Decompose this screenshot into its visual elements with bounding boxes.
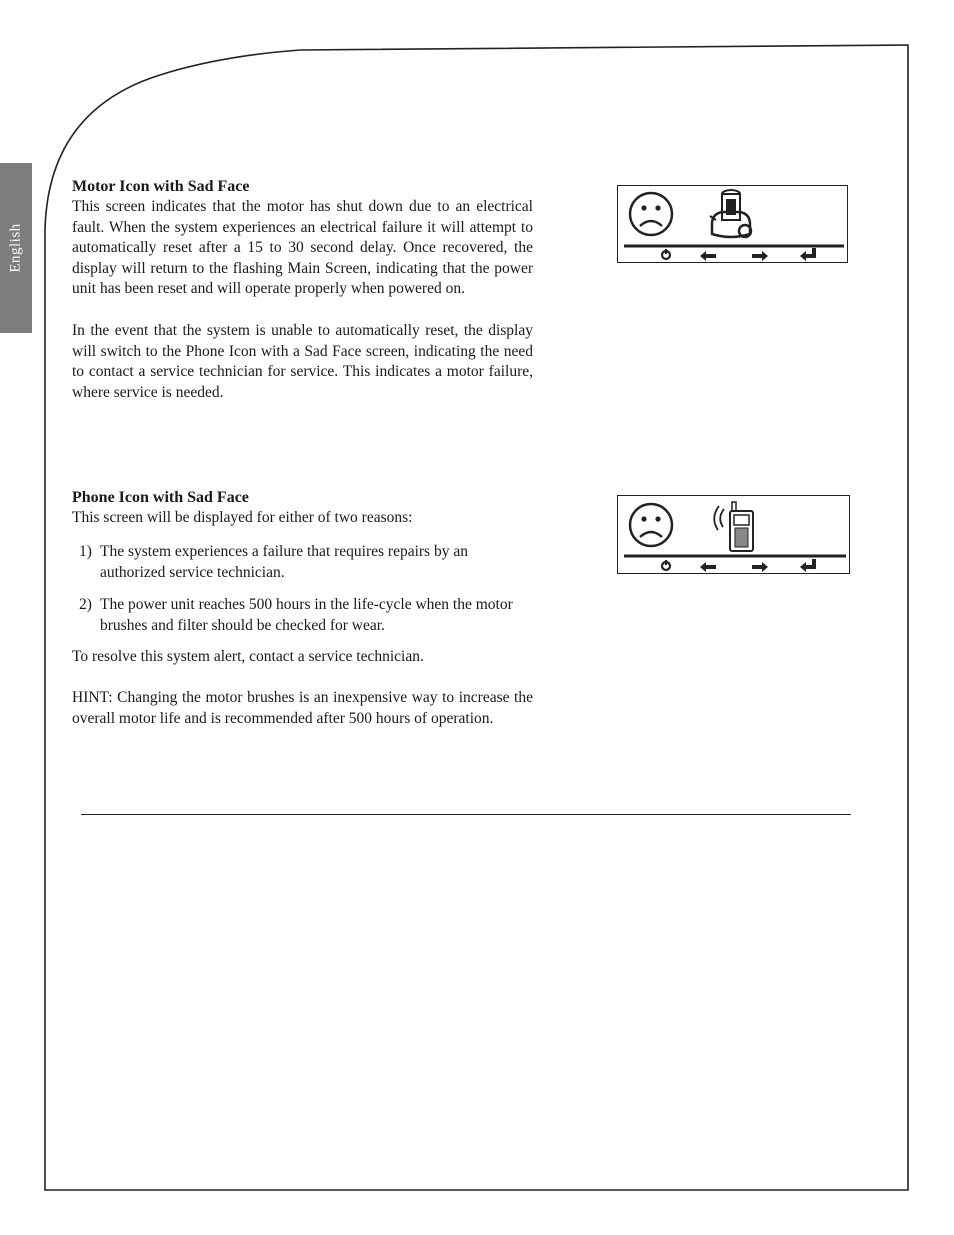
motor-paragraph-1: This screen indicates that the motor has shut down due to an electrical fault. When the system experiences an electrical failure it will attempt to automatically reset after a 15 to 30 second delay. Once recovered, the display will return to the flashing Main Screen, indicating that the power unit has been reset and will operate properly when powered on.: [72, 198, 533, 298]
list-item-number: 2): [79, 595, 92, 613]
arrow-right-icon: [752, 251, 768, 261]
enter-icon: [800, 559, 816, 572]
hint-text: HINT: Changing the motor brushes is an inexpensive way to increase the overall motor life and is recommended after 500 hours of operation.: [72, 689, 533, 727]
phone-display-screen: [617, 495, 850, 574]
list-item: [72, 594, 533, 636]
arrow-right-icon: [752, 562, 768, 572]
arrow-left-icon: [700, 251, 716, 261]
phone-heading: Phone Icon with Sad Face: [72, 489, 249, 506]
list-item-text: The system experiences a failure that requires repairs by an authorized service technician.: [100, 542, 468, 581]
phone-intro: This screen will be displayed for either of two reasons:: [72, 509, 413, 526]
resolve-text: To resolve this system alert, contact a service technician.: [72, 647, 424, 665]
list-item-text: The power unit reaches 500 hours in the life-cycle when the motor brushes and filter should be checked for wear.: [100, 595, 513, 634]
list-item-number: 1): [79, 542, 92, 560]
list-item: [72, 541, 533, 583]
phone-icon: [714, 502, 753, 551]
language-tab-label: English: [7, 223, 24, 273]
motor-paragraph-2: In the event that the system is unable to automatically reset, the display will switch to the Phone Icon with a Sad Face screen, indicating the need to contact a service technician for service. This indicates a motor failure, where service is needed.: [72, 321, 533, 401]
sad-face-icon: [630, 193, 672, 235]
sad-face-icon: [630, 504, 672, 546]
motor-heading: Motor Icon with Sad Face: [72, 178, 250, 195]
motor-section: [72, 177, 533, 403]
motor-display-screen: [617, 185, 848, 263]
power-icon: [662, 249, 670, 259]
section-divider: [81, 814, 851, 815]
phone-section: [72, 488, 533, 729]
power-icon: [662, 560, 670, 570]
reasons-list: [72, 541, 533, 636]
language-tab: [0, 163, 32, 333]
motor-icon: [710, 190, 751, 237]
enter-icon: [800, 248, 816, 261]
arrow-left-icon: [700, 562, 716, 572]
